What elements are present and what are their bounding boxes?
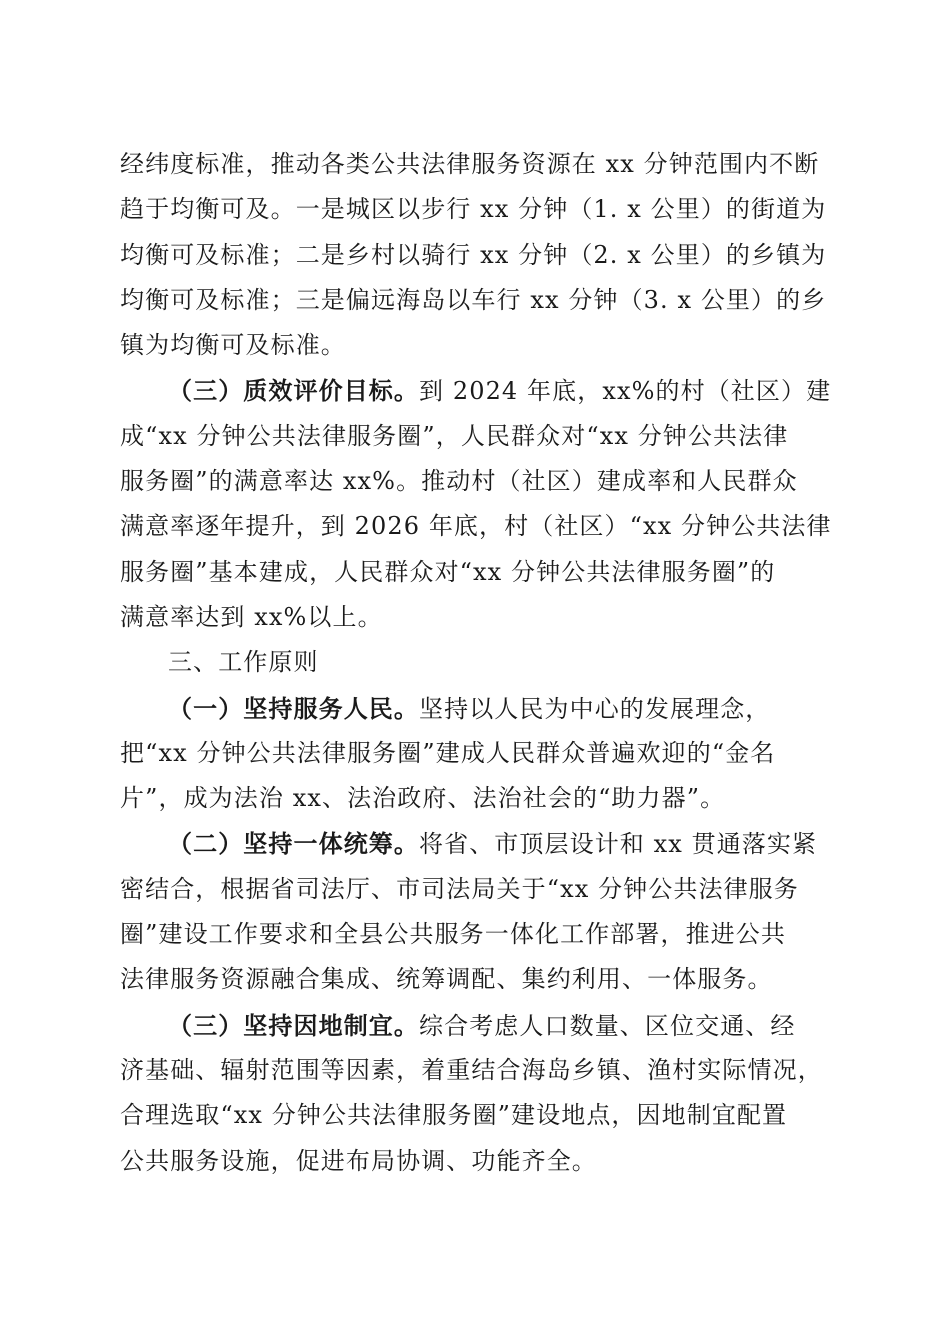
section-heading: 三、工作原则 — [168, 648, 319, 677]
document-body — [120, 142, 832, 1184]
text-line: 法律服务资源融合集成、统筹调配、集约利用、一体服务。 — [120, 965, 773, 994]
subsection-heading: （一）坚持服务人民。 — [168, 693, 419, 723]
paragraph-local-conditions — [120, 1003, 832, 1184]
text-line — [120, 686, 832, 731]
text-line: 公共服务设施，促进布局协调、功能齐全。 — [120, 1146, 597, 1175]
text-line: 济基础、辐射范围等因素，着重结合海岛乡镇、渔村实际情况， — [120, 1055, 823, 1084]
text-line: 成“xx 分钟公共法律服务圈”，人民群众对“xx 分钟公共法律 — [120, 421, 789, 450]
text-line: 服务圈”基本建成，人民群众对“xx 分钟公共法律服务圈”的 — [120, 557, 776, 586]
text-line: 把“xx 分钟公共法律服务圈”建成人民群众普遍欢迎的“金名 — [120, 738, 776, 767]
text-line: 经纬度标准，推动各类公共法律服务资源在 xx 分钟范围内不断 — [120, 150, 820, 178]
text-run: 综合考虑人口数量、区位交通、经 — [419, 1011, 796, 1040]
subsection-heading: （三）质效评价目标。 — [168, 376, 419, 406]
text-line — [120, 1003, 832, 1048]
text-line: 趋于均衡可及。一是城区以步行 xx 分钟（1. x 公里）的街道为 — [120, 195, 827, 224]
text-line: 密结合，根据省司法厅、市司法局关于“xx 分钟公共法律服务 — [120, 874, 799, 903]
paragraph-quality-target — [120, 368, 832, 640]
subsection-heading: （二）坚持一体统筹。 — [168, 829, 419, 859]
text-line — [120, 368, 832, 413]
text-line: 满意率逐年提升，到 2026 年底，村（社区）“xx 分钟公共法律 — [120, 512, 832, 541]
text-line: 片”，成为法治 xx、法治政府、法治社会的“助力器”。 — [120, 784, 726, 813]
text-line: 满意率达到 xx%以上。 — [120, 602, 383, 631]
text-line: 均衡可及标准；三是偏远海岛以车行 xx 分钟（3. x 公里）的乡 — [120, 285, 827, 314]
text-line: 镇为均衡可及标准。 — [120, 331, 346, 360]
paragraph-serve-people — [120, 686, 832, 822]
text-run: 将省、市顶层设计和 xx 贯通落实紧 — [419, 830, 818, 859]
paragraph-integrated-coordination — [120, 821, 832, 1002]
text-line: 均衡可及标准；二是乡村以骑行 xx 分钟（2. x 公里）的乡镇为 — [120, 240, 827, 269]
paragraph-standards-continuation — [120, 142, 832, 368]
text-line: 圈”建设工作要求和全县公共服务一体化工作部署，推进公共 — [120, 920, 786, 949]
text-run: 坚持以人民为中心的发展理念， — [419, 694, 771, 723]
text-line: 服务圈”的满意率达 xx%。推动村（社区）建成率和人民群众 — [120, 467, 798, 496]
text-line: 合理选取“xx 分钟公共法律服务圈”建设地点，因地制宜配置 — [120, 1101, 788, 1130]
text-run: 到 2024 年底，xx%的村（社区）建 — [419, 377, 832, 406]
subsection-heading: （三）坚持因地制宜。 — [168, 1010, 419, 1040]
section-heading-work-principles — [120, 640, 832, 685]
text-line — [120, 821, 832, 866]
